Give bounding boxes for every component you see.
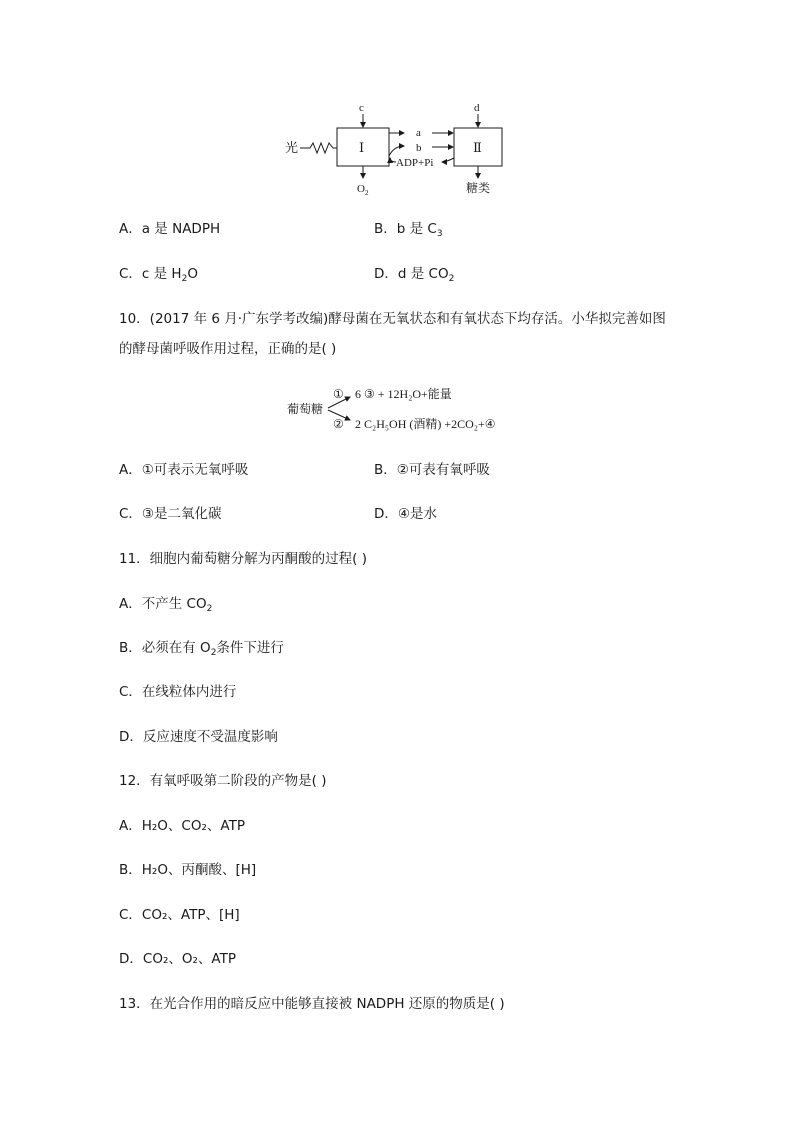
q10-option-c: C．③是二氧化碳 (119, 506, 222, 522)
q11-option-d: D．反应速度不受温度影响 (119, 729, 278, 745)
glucose-label: 葡萄糖 (287, 402, 324, 416)
q9-option-d: D．d 是 $CO_2$ (374, 266, 455, 284)
sugar-label: 糖类 (466, 181, 491, 195)
q10-option-a: A．①可表示无氧呼吸 (119, 462, 249, 478)
q9-option-a: A．a 是 NADPH (119, 221, 221, 237)
q11-option-b: B．必须在有 $O_2$条件下进行 (119, 640, 284, 658)
q9-option-c: C．c 是 $H_2O$ (119, 266, 198, 284)
light-wave (300, 143, 337, 153)
adp-curve (442, 158, 454, 162)
b-label: b (416, 142, 422, 154)
q12-stem: 12．有氧呼吸第二阶段的产物是( ) (119, 773, 327, 789)
q10-stem-line2: 的酵母菌呼吸作用过程，正确的是( ) (119, 341, 337, 357)
q9-option-b: B．b 是 $C_3$ (374, 221, 443, 239)
adp-label: ADP+Pi (396, 157, 434, 169)
yeast-respiration-diagram (0, 380, 794, 440)
q12-option-c: C．CO₂、ATP、[H] (119, 907, 240, 923)
photosynthesis-diagram (0, 90, 794, 290)
row1-marker: ① (333, 387, 344, 401)
q10-option-d: D．④是水 (374, 506, 437, 522)
a-label: a (416, 127, 421, 139)
q12-option-d: D．CO₂、O₂、ATP (119, 951, 236, 967)
c-label: c (359, 102, 364, 114)
box-ii-label: Ⅱ (473, 140, 482, 155)
o2-label: $O_2$ (357, 183, 369, 197)
q11-stem: 11．细胞内葡萄糖分解为丙酮酸的过程( ) (119, 551, 368, 567)
q11-option-a: A．不产生 $CO_2$ (119, 596, 213, 614)
q10-option-b: B．②可表有氧呼吸 (374, 462, 490, 478)
q12-option-a: A．H₂O、CO₂、ATP (119, 818, 245, 834)
q10-stem-line1: 10．(2017 年 6 月·广东学考改编)酵母菌在无氧状态和有氧状态下均存活。小华拟完善如图 (119, 311, 666, 327)
q12-option-b: B．H₂O、丙酮酸、[H] (119, 862, 257, 878)
row2-marker: ② (333, 417, 344, 431)
row2-text: 2 C₂H₅OH (酒精) +2CO₂+④ (355, 417, 496, 431)
b-curve (389, 146, 404, 156)
light-label: 光 (285, 140, 299, 155)
q11-option-c: C．在线粒体内进行 (119, 684, 237, 700)
box-i-label: Ⅰ (359, 140, 365, 155)
q13-stem: 13．在光合作用的暗反应中能够直接被 NADPH 还原的物质是( ) (119, 996, 505, 1012)
d-label: d (474, 102, 480, 114)
row1-text: 6 ③ + 12H₂O+能量 (355, 387, 452, 401)
